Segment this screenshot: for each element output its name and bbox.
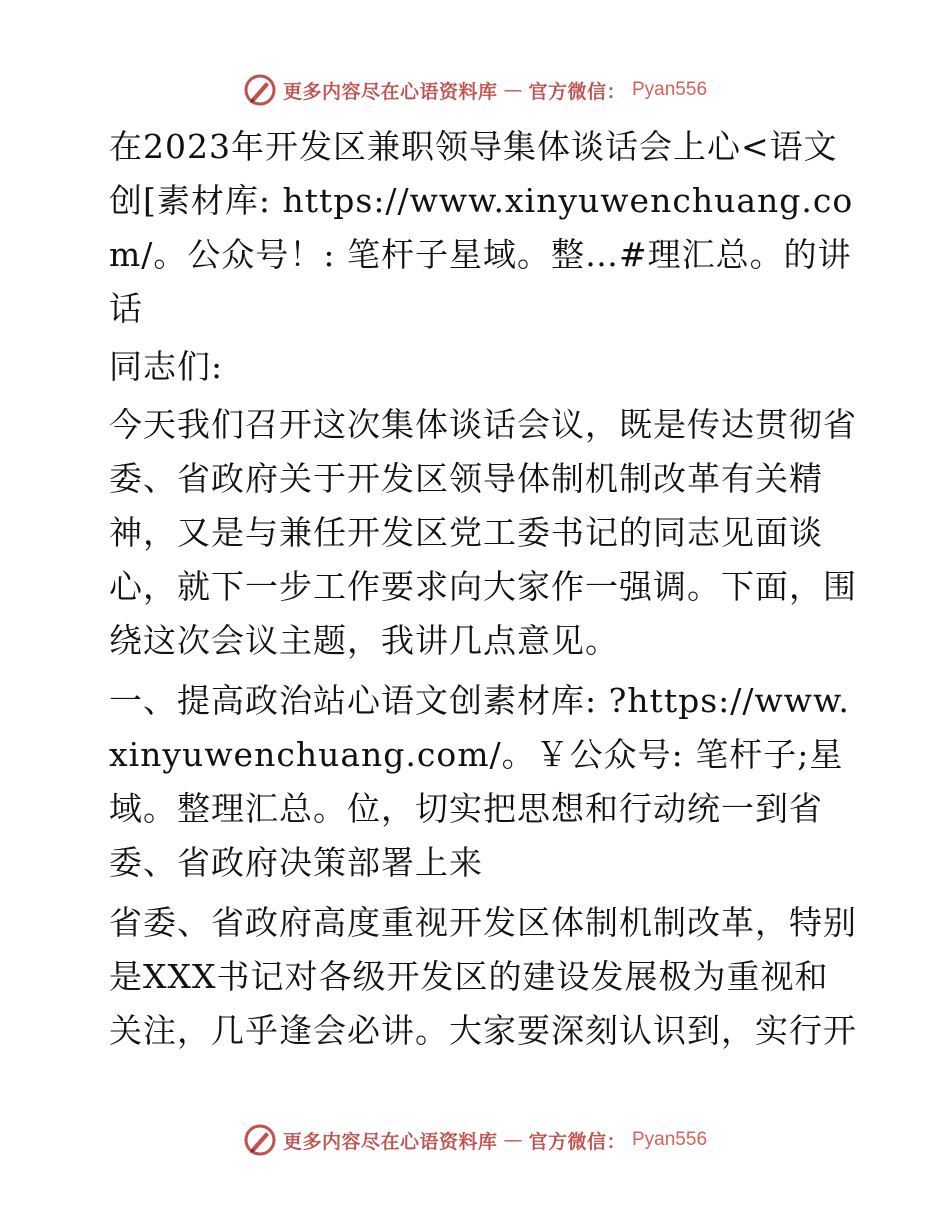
document-body <box>97 120 857 1064</box>
pen-logo-icon <box>243 1123 277 1157</box>
greeting: 同志们: <box>109 347 224 386</box>
header-watermark <box>0 70 950 110</box>
watermark-handle: Pyan556 <box>632 79 708 100</box>
document-title: 在2023年开发区兼职领导集体谈话会上心<语文创[素材库: https://www.xinyuwenchuang.com/。公众号！: 笔杆子星域。整…#理汇总。的讲话 <box>109 127 854 328</box>
paragraph: 一、提高政治站心语文创素材库: ?https://www.xinyuwenchuang.com/。￥公众号: 笔杆子;星域。整理汇总。位，切实把思想和行动统一到省委、省政府决策部署上来 <box>109 681 850 882</box>
watermark-separator: — <box>503 79 523 101</box>
watermark-official: 官方微信： <box>528 80 626 103</box>
footer-watermark <box>0 1120 950 1160</box>
watermark-text: 更多内容尽在心语资料库 <box>282 1130 498 1153</box>
watermark-separator: — <box>503 1129 523 1151</box>
paragraph: 省委、省政府高度重视开发区体制机制改革，特别是XXX书记对各级开发区的建设发展极为重视和关注，几乎逢会必讲。大家要深刻认识到，实行开 <box>109 903 857 1050</box>
pen-logo-icon <box>243 73 277 107</box>
watermark-text: 更多内容尽在心语资料库 <box>282 80 498 103</box>
watermark-official: 官方微信： <box>528 1130 626 1153</box>
watermark-handle: Pyan556 <box>632 1129 708 1150</box>
paragraph: 今天我们召开这次集体谈话会议，既是传达贯彻省委、省政府关于开发区领导体制机制改革有关精神，又是与兼任开发区党工委书记的同志见面谈心，就下一步工作要求向大家作一强调。下面，围绕这次会议主题，我讲几点意见。 <box>109 405 857 660</box>
